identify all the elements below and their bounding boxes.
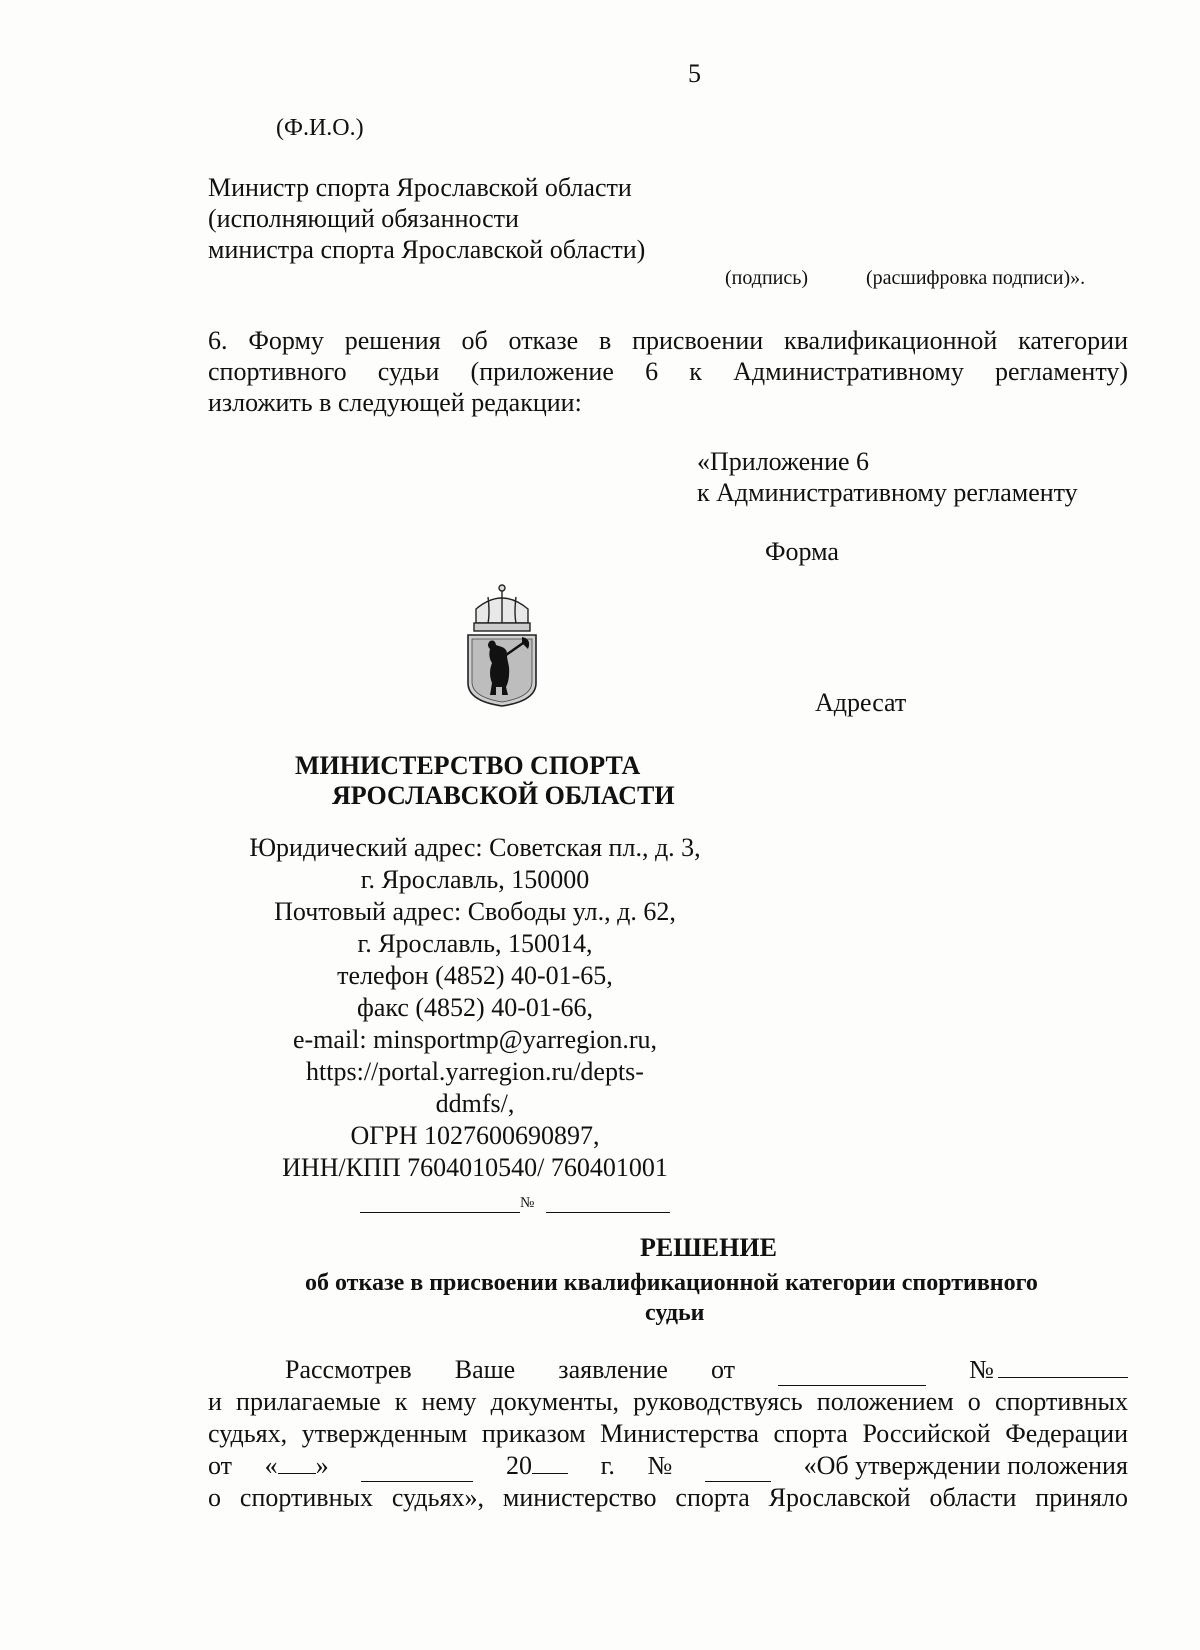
letter-number-sign: № (520, 1195, 535, 1211)
addressee-label: Адресат (815, 688, 907, 717)
appendix-line-2: к Административному регламенту (697, 478, 1078, 507)
item6-line-1: 6. Форму решения об отказе в присвоении квалификационной категории (208, 326, 1128, 355)
postal-address-city: г. Ярославль, 150014, (357, 929, 593, 958)
body-line-1 (285, 1354, 1128, 1386)
order-number-sign: № (647, 1451, 673, 1480)
decision-subtitle-line-2: судьи (645, 1300, 705, 1326)
application-date-blank (778, 1365, 926, 1386)
body-line-4 (208, 1450, 1128, 1482)
word-application: заявление (558, 1355, 668, 1384)
order-title-start: «Об утверждении положения (803, 1451, 1128, 1480)
signatory-line-3: министра спорта Ярославской области) (208, 235, 646, 264)
ministry-name-line-1: МИНИСТЕРСТВО СПОРТА (295, 751, 641, 780)
word-your: Ваше (454, 1355, 516, 1384)
year-suffix: г. (600, 1451, 615, 1480)
word-considered: Рассмотрев (285, 1355, 412, 1384)
form-label: Форма (765, 537, 839, 566)
close-quote: » (315, 1451, 329, 1480)
body-line-5: о спортивных судьях», министерство спорта Ярославской области приняло (208, 1483, 1128, 1512)
legal-address-city: г. Ярославль, 150000 (360, 865, 590, 894)
number-blank (546, 1192, 670, 1213)
signature-decoding-label: (расшифровка подписи)». (866, 267, 1086, 289)
application-number-sign: № (969, 1355, 994, 1384)
year-prefix: 20 (505, 1451, 532, 1480)
signatory-line-1: Министр спорта Ярославской области (208, 173, 632, 202)
date-blank (360, 1192, 520, 1213)
decision-subtitle-line-1: об отказе в присвоении квалификационной категории спортивного (305, 1270, 1038, 1296)
ministry-name-line-2: ЯРОСЛАВСКОЙ ОБЛАСТИ (332, 781, 675, 810)
email-line: e-mail: minsportmp@yarregion.ru, (292, 1025, 658, 1054)
item6-line-2: спортивного судьи (приложение 6 к Административному регламенту) (208, 357, 1128, 386)
website-line-2: ddmfs/, (435, 1089, 515, 1118)
website-line-1: https://portal.yarregion.ru/depts- (306, 1057, 644, 1086)
application-number-group (969, 1354, 1128, 1386)
order-number-blank (705, 1461, 771, 1482)
open-quote: « (264, 1451, 278, 1480)
fax-line: факс (4852) 40-01-66, (356, 993, 594, 1022)
coat-of-arms-emblem (462, 583, 542, 708)
month-blank (361, 1461, 473, 1482)
body-line-3: судьях, утвержденным приказом Министерства спорта Российской Федерации (208, 1419, 1128, 1448)
year-blank (532, 1453, 568, 1474)
day-group (265, 1450, 329, 1482)
signature-label: (подпись) (725, 267, 809, 289)
inn-kpp-line: ИНН/КПП 7604010540/ 760401001 (282, 1153, 668, 1182)
signatory-line-2: (исполняющий обязанности (208, 204, 519, 233)
fio-label: (Ф.И.О.) (276, 115, 364, 141)
postal-address-line: Почтовый адрес: Свободы ул., д. 62, (274, 897, 676, 926)
word-ot: от (208, 1451, 233, 1480)
page-number: 5 (688, 59, 701, 88)
decision-title: РЕШЕНИЕ (640, 1233, 777, 1262)
appendix-line-1: «Приложение 6 (697, 447, 870, 476)
item6-line-3: изложить в следующей редакции: (208, 388, 582, 417)
year-group (506, 1450, 568, 1482)
body-line-2: и прилагаемые к нему документы, руководствуясь положением о спортивных (208, 1387, 1128, 1416)
day-blank (278, 1453, 316, 1474)
legal-address-line: Юридический адрес: Советская пл., д. 3, (249, 833, 701, 862)
ogrn-line: ОГРН 1027600690897, (350, 1121, 600, 1150)
application-number-blank (998, 1357, 1128, 1378)
word-from: от (710, 1355, 735, 1384)
phone-line: телефон (4852) 40-01-65, (337, 961, 613, 990)
